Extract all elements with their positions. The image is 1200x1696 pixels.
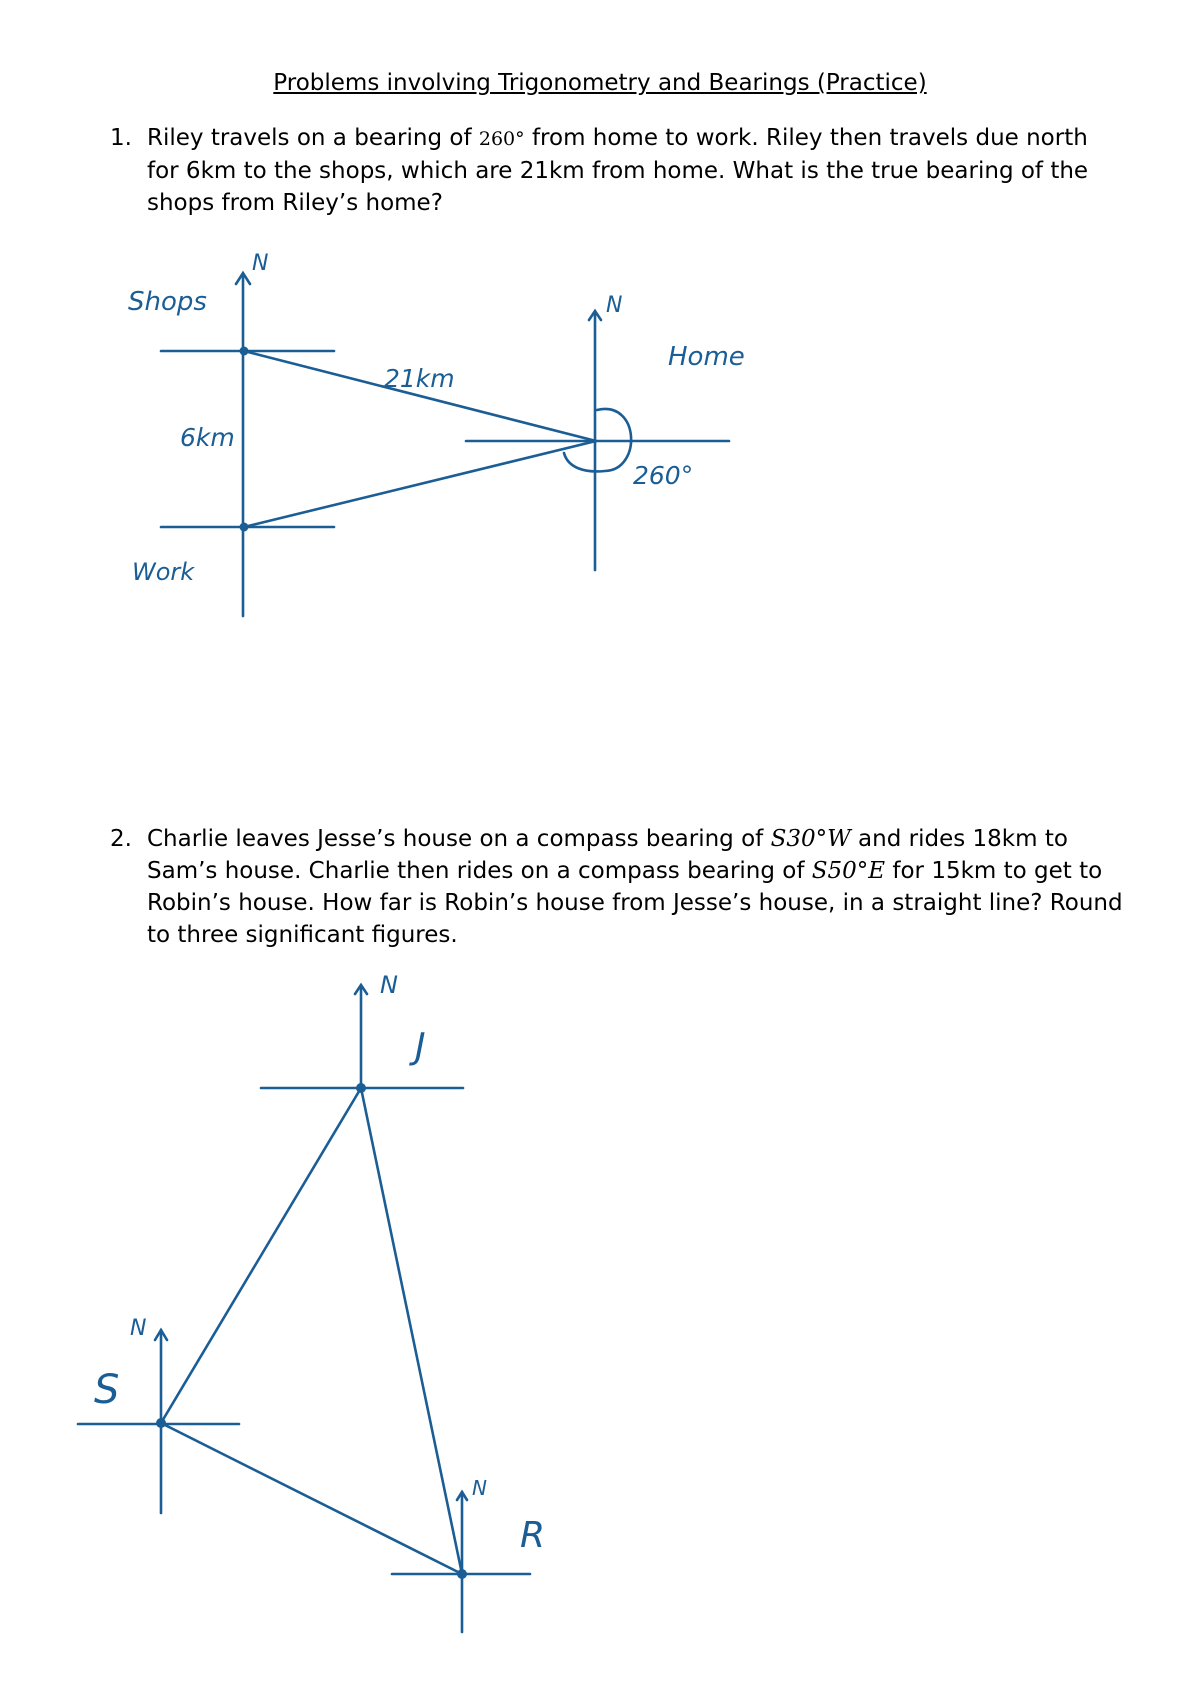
distance-label: 21km [384,364,455,393]
jesse-to-sam-line [161,1088,361,1423]
bearing-value: 260° [478,128,525,150]
north-label: N [606,293,623,318]
north-label: N [472,1476,487,1500]
bearing-value: S30°W [770,826,851,852]
shops-label: Shops [128,287,207,317]
question-text: Riley travels on a bearing of [147,125,479,151]
home-label: Home [668,342,745,372]
question-text: Charlie leaves Jesse’s house on a compass bearing of [147,826,771,852]
question-text: and rides 18km to Sam’s house. Charlie then rides on a compass bearing of [147,826,1068,884]
distance-label: 6km [180,423,235,452]
question-text: from home to work. Riley then travels due north for 6km to the shops, which are 21km from home. What is the true bearing of the shops from Riley’s home? [147,125,1089,216]
north-label: N [130,1316,147,1341]
sam-label: S [94,1367,120,1413]
robin-label: R [520,1515,546,1556]
north-label: N [380,971,398,999]
home-to-work-line [244,441,596,527]
work-label: Work [132,558,195,586]
sam-to-robin-line [161,1423,462,1574]
angle-label: 260° [633,461,694,490]
page-title: Problems involving Trigonometry and Bearings (Practice) [273,70,927,96]
question-number: 2. [110,826,132,852]
north-label: N [252,251,269,276]
question-number: 1. [110,125,132,151]
question-text: for 15km to get to Robin’s house. How far is Robin’s house from Jesse’s house, in a straight line? Round to three significant figures. [147,858,1123,948]
jesse-to-robin-line [361,1088,462,1574]
jesse-label: J [415,1026,426,1067]
bearing-value: S50°E [811,858,886,884]
